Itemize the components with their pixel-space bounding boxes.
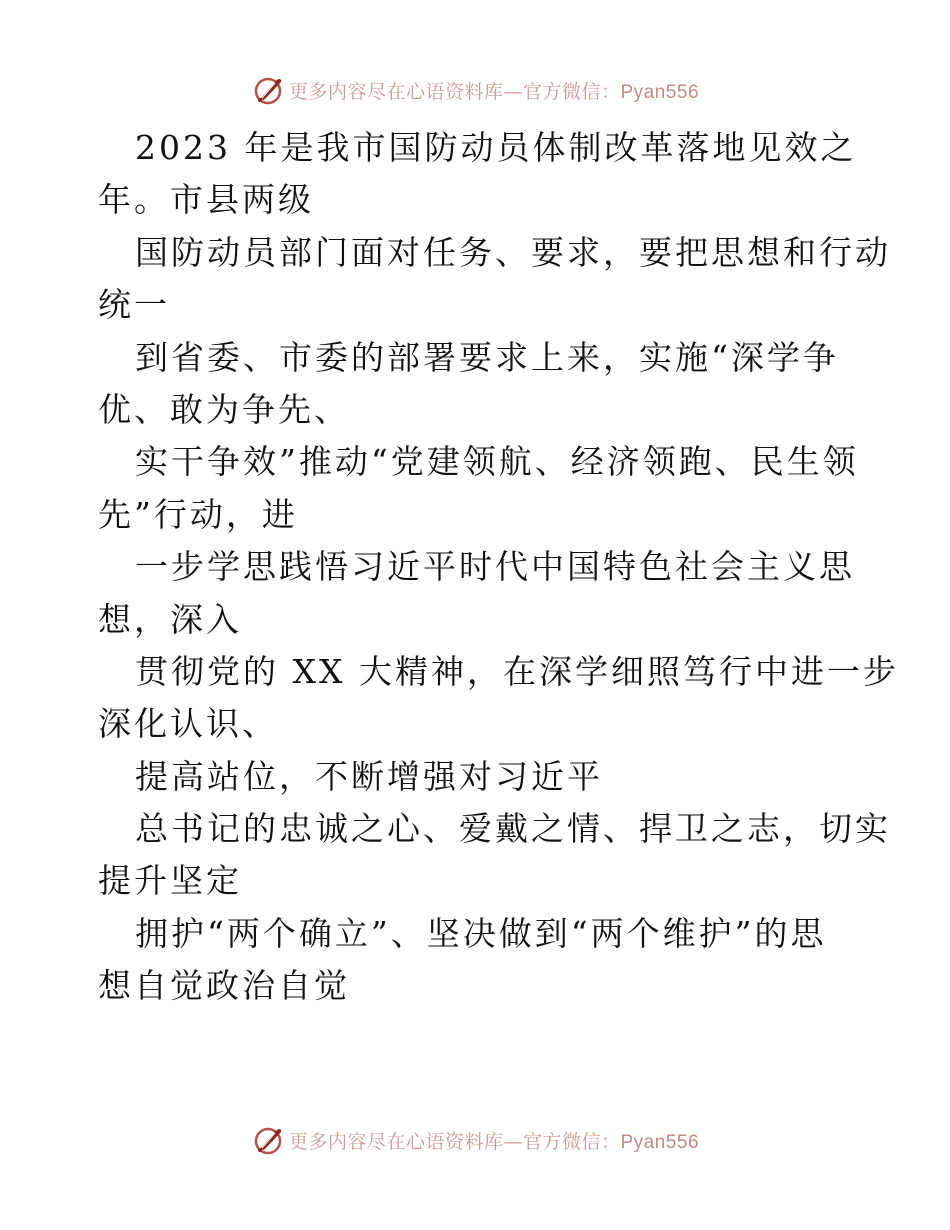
text-line: 年。市县两级: [98, 180, 314, 220]
text-line: 一步学思践悟习近平时代中国特色社会主义思: [135, 547, 855, 587]
text-line: 国防动员部门面对任务、要求，要把思想和行动: [135, 232, 891, 272]
text-line: 想，深入: [98, 599, 242, 639]
text-line: 2023 年是我市国防动员体制改革落地见效之: [135, 128, 857, 167]
text-line: 总书记的忠诚之心、爱戴之情、捍卫之志，切实: [135, 809, 891, 849]
watermark-text: [289, 1127, 699, 1154]
text-line: 提高站位，不断增强对习近平: [135, 756, 603, 796]
text-line: 统一: [98, 285, 170, 325]
feather-quill-logo-icon: [251, 73, 285, 107]
body-text: [98, 122, 899, 1013]
footer-watermark: [0, 1120, 950, 1160]
watermark-brand: 更多内容尽在心语资料库: [288, 80, 504, 103]
watermark-separator: —: [503, 80, 523, 103]
watermark-wechat-label: 官方微信：: [522, 1130, 621, 1153]
text-line: 到省委、市委的部署要求上来，实施“深学争: [135, 337, 839, 377]
text-line: 优、敢为争先、: [98, 389, 350, 429]
watermark-text: [289, 77, 699, 104]
text-line: 提升坚定: [98, 861, 242, 901]
watermark-wechat-label: 官方微信：: [522, 80, 621, 103]
text-line: 深化认识、: [98, 704, 278, 744]
watermark-brand: 更多内容尽在心语资料库: [288, 1130, 504, 1153]
text-line: 贯彻党的 XX 大精神，在深学细照笃行中进一步: [135, 651, 899, 691]
text-line: 想自觉政治自觉: [98, 966, 350, 1006]
watermark-wechat-id: Pyan556: [620, 81, 700, 103]
header-watermark: [0, 70, 950, 110]
watermark-wechat-id: Pyan556: [620, 1131, 700, 1153]
text-line: 实干争效”推动“党建领航、经济领跑、民生领: [135, 442, 859, 482]
text-line: 先”行动，进: [98, 494, 298, 534]
text-line: 拥护“两个确立”、坚决做到“两个维护”的思: [135, 913, 827, 953]
feather-quill-logo-icon: [251, 1123, 285, 1157]
watermark-separator: —: [503, 1130, 523, 1153]
